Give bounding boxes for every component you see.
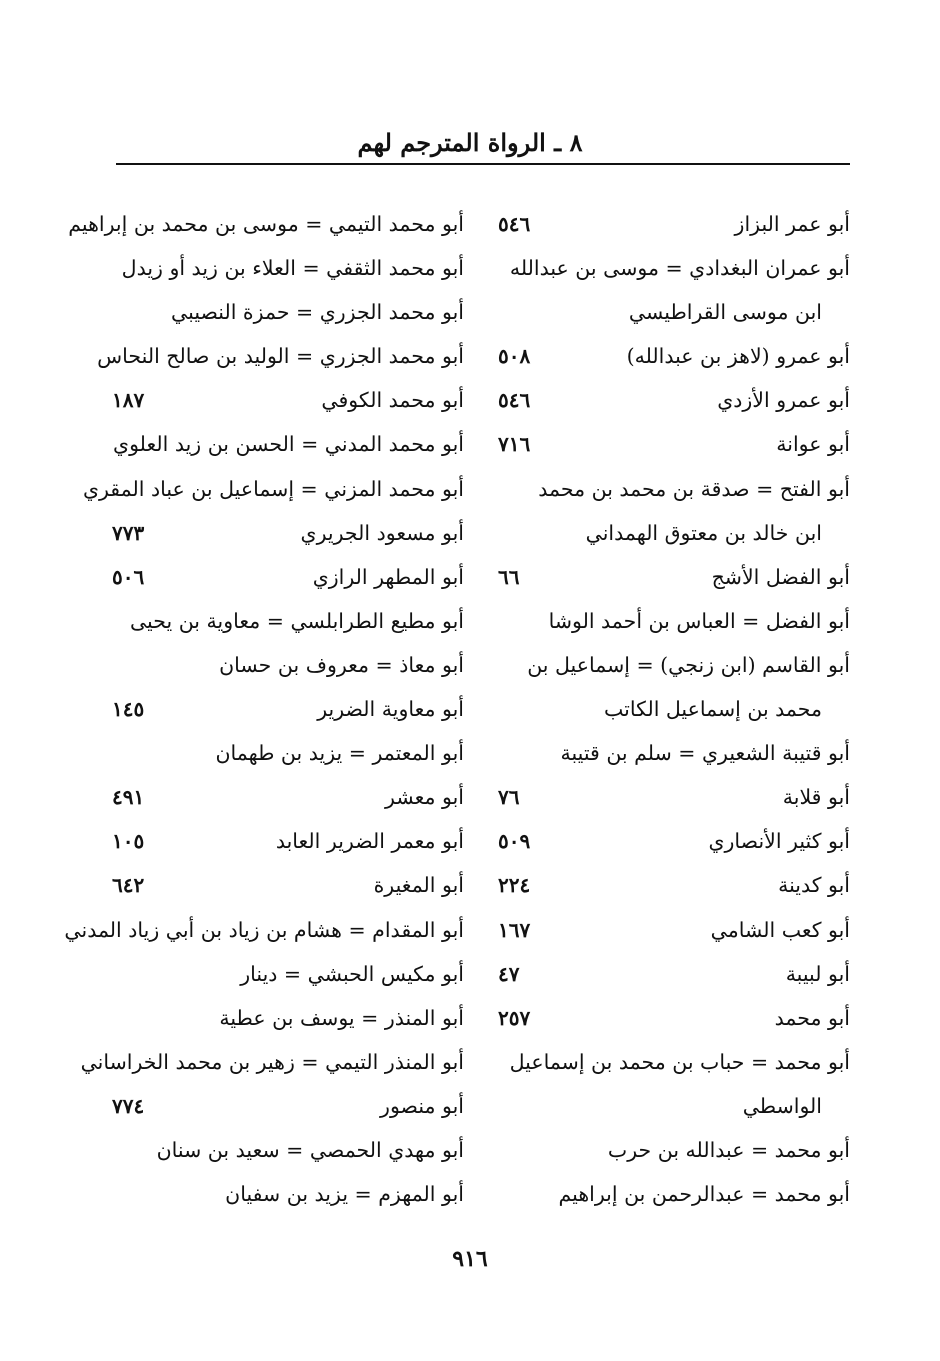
entry-name: أبو كعب الشامي (710, 917, 850, 942)
index-entry (490, 643, 850, 687)
index-entry (82, 467, 464, 511)
index-entry (104, 687, 464, 731)
index-entry (490, 908, 850, 952)
index-entry (104, 290, 464, 334)
entry-name: أبو عمر البزاز (734, 212, 850, 236)
index-entry (104, 952, 464, 996)
entry-name: أبو المغيرة (373, 873, 464, 898)
entry-name: أبو معاذ = معروف بن حسان (219, 652, 464, 677)
entry-page-ref: ٧١٦ (498, 432, 531, 457)
entry-name: أبو المطهر الرازي (312, 564, 464, 589)
entry-page-ref: ٥٤٦ (498, 388, 531, 413)
index-entry (104, 775, 464, 819)
index-entry (490, 996, 850, 1040)
entry-name: أبو القاسم (ابن زنجي) = إسماعيل بن (527, 652, 850, 677)
entry-name: أبو عمرو الأزدي (717, 388, 850, 413)
entry-name: أبو المنذر التيمي = زهير بن محمد الخراساني (80, 1049, 464, 1074)
entry-page-ref: ٦٦ (498, 564, 520, 589)
index-entry (490, 819, 850, 863)
entry-page-ref: ٤٩١ (112, 785, 145, 810)
page-header-title: ٨ ـ الرواة المترجم لهم (357, 128, 583, 157)
index-entry (104, 422, 464, 466)
index-entry (104, 378, 464, 422)
index-entry (490, 334, 850, 378)
index-entry (80, 1040, 464, 1084)
index-entry (490, 1172, 850, 1216)
entry-name: أبو معمر الضرير العابد (275, 829, 464, 854)
index-entry (104, 599, 464, 643)
entry-page-ref: ٤٧ (498, 961, 520, 986)
index-entry (104, 555, 464, 599)
entry-page-ref: ١٨٧ (112, 388, 145, 413)
entry-name: أبو المنذر = يوسف بن عطية (219, 1005, 464, 1030)
entry-page-ref: ١٠٥ (112, 829, 145, 854)
entry-page-ref: ٧٦ (498, 785, 520, 810)
index-entry (490, 731, 850, 775)
index-entry (490, 422, 850, 466)
entry-name: أبو مكيس الحبشي = دينار (240, 961, 464, 986)
entry-name: أبو الفتح = صدقة بن محمد بن محمد (538, 476, 850, 501)
entry-name: أبو عمران البغدادي = موسى بن عبدالله (509, 256, 850, 281)
index-entry (104, 1128, 464, 1172)
index-entry (104, 863, 464, 907)
index-entry (490, 863, 850, 907)
entry-page-ref: ٧٧٤ (112, 1093, 145, 1118)
index-entry (104, 819, 464, 863)
index-entry (490, 467, 850, 511)
index-entry (104, 731, 464, 775)
page-number: ٩١٦ (452, 1246, 488, 1272)
entry-name: محمد بن إسماعيل الكاتب (604, 697, 822, 722)
index-entry (490, 378, 850, 422)
entry-name: أبو محمد = حباب بن محمد بن إسماعيل (509, 1049, 850, 1074)
entry-name: أبو مسعود الجريري (300, 520, 464, 545)
entry-name: أبو معشر (385, 785, 464, 810)
entry-name: أبو عوانة (776, 432, 850, 457)
entry-name: أبو المهزم = يزيد بن سفيان (225, 1182, 464, 1207)
entry-name: أبو مهدي الحمصي = سعيد بن سنان (156, 1137, 464, 1162)
index-entry (104, 1084, 464, 1128)
entry-name: أبو محمد التيمي = موسى بن محمد بن إبراهيم (68, 212, 464, 236)
entry-name: أبو محمد الجزري = حمزة النصيبي (171, 300, 464, 325)
index-entry (490, 599, 850, 643)
entry-name: أبو معاوية الضرير (317, 697, 464, 722)
index-entry (64, 908, 464, 952)
index-entry (104, 1172, 464, 1216)
entry-page-ref: ٥٠٩ (498, 829, 531, 854)
index-column-left (64, 202, 464, 1207)
index-entry (97, 334, 464, 378)
index-entry (490, 1128, 850, 1172)
index-entry-continuation (490, 1084, 850, 1128)
index-entry (490, 1040, 850, 1084)
entry-name: أبو الفضل الأشج (711, 564, 850, 589)
entry-name: أبو الفضل = العباس بن أحمد الوشا (548, 608, 850, 633)
entry-page-ref: ٥٤٦ (498, 212, 531, 236)
entry-page-ref: ٢٢٤ (498, 873, 531, 898)
header-divider (116, 163, 850, 165)
index-entry (104, 996, 464, 1040)
entry-name: ابن خالد بن معتوق الهمداني (585, 520, 822, 545)
entry-page-ref: ٢٥٧ (498, 1005, 531, 1030)
entry-name: أبو محمد = عبدالرحمن بن إبراهيم (558, 1182, 850, 1207)
entry-name: أبو منصور (380, 1093, 464, 1118)
index-entry-continuation (490, 687, 850, 731)
entry-name: أبو محمد الجزري = الوليد بن صالح النحاس (97, 344, 464, 369)
index-entry (490, 775, 850, 819)
index-entry-continuation (490, 290, 850, 334)
index-entry (104, 246, 464, 290)
entry-name: أبو محمد الكوفي (321, 388, 464, 413)
entry-name: أبو محمد المدني = الحسن بن زيد العلوي (113, 432, 464, 457)
entry-name: أبو محمد = عبدالله بن حرب (607, 1137, 850, 1162)
entry-page-ref: ٥٠٨ (498, 344, 531, 369)
index-column-right (490, 202, 850, 1207)
entry-page-ref: ٥٠٦ (112, 564, 145, 589)
index-entry (490, 246, 850, 290)
entry-name: أبو عمرو (لاهز بن عبدالله) (626, 344, 850, 369)
entry-name: أبو كثير الأنصاري (708, 829, 850, 854)
entry-page-ref: ٧٧٣ (112, 520, 145, 545)
index-entry-continuation (490, 511, 850, 555)
index-entry (68, 202, 464, 246)
entry-name: أبو المعتمر = يزيد بن طهمان (215, 741, 464, 766)
index-entry (104, 643, 464, 687)
index-entry (490, 202, 850, 246)
entry-page-ref: ٦٤٢ (112, 873, 145, 898)
entry-name: أبو المقدام = هشام بن زياد بن أبي زياد المدني (64, 917, 464, 942)
entry-name: أبو قتيبة الشعيري = سلم بن قتيبة (560, 741, 850, 766)
index-entry (104, 511, 464, 555)
entry-name: أبو محمد الثقفي = العلاء بن زيد أو زيدل (121, 256, 464, 281)
index-entry (490, 952, 850, 996)
entry-page-ref: ١٦٧ (498, 917, 531, 942)
entry-name: أبو لبيبة (785, 961, 850, 986)
entry-name: أبو مطيع الطرابلسي = معاوية بن يحيى (129, 608, 464, 633)
entry-name: أبو كدينة (778, 873, 850, 898)
entry-name: أبو محمد المزني = إسماعيل بن عباد المقري (82, 476, 464, 501)
entry-name: أبو محمد (774, 1005, 850, 1030)
index-entry (490, 555, 850, 599)
entry-name: ابن موسى القراطيسي (628, 300, 822, 325)
entry-name: أبو قلابة (782, 785, 850, 810)
entry-name: الواسطي (742, 1093, 822, 1118)
entry-page-ref: ١٤٥ (112, 697, 145, 722)
